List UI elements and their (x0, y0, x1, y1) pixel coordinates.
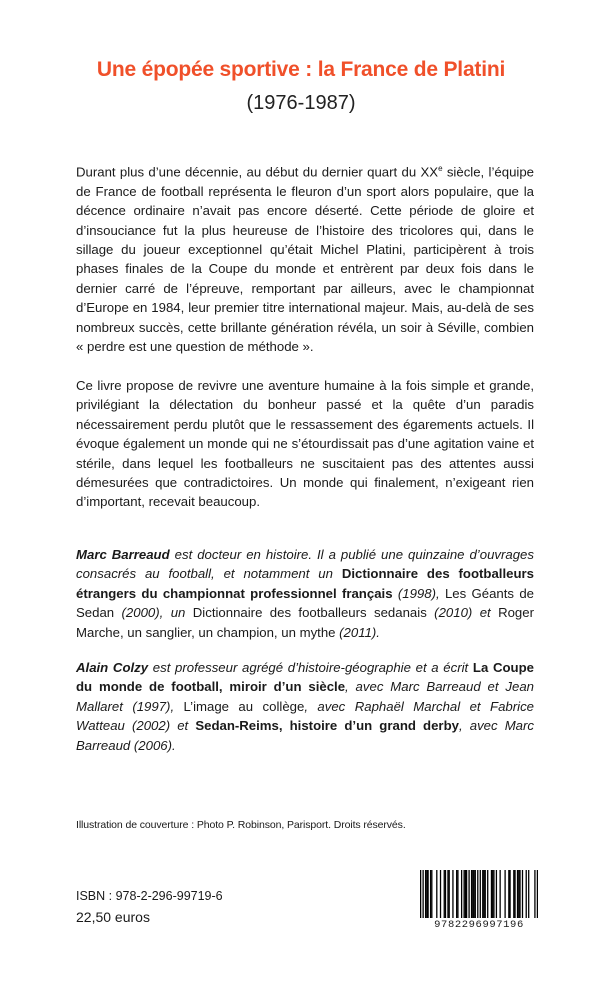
bio-text: , avec Raphaël Marchal et Fabrice Watteau (2002) et (76, 698, 534, 734)
barcode-bar (492, 870, 493, 918)
barcode-bar (457, 870, 458, 918)
barcode-bar (513, 870, 514, 918)
isbn: ISBN : 978-2-296-99719-6 (76, 889, 223, 903)
barcode-bar (493, 870, 494, 918)
barcode (420, 870, 538, 934)
bio-text: est professeur agrégé d’histoire-géographie et a écrit (148, 660, 473, 675)
superscript: e (438, 164, 443, 173)
barcode-bar (475, 870, 476, 918)
barcode-bar (440, 870, 441, 918)
barcode-bar (430, 870, 431, 918)
barcode-bar (449, 870, 450, 918)
barcode-bar (517, 870, 518, 918)
barcode-bar (425, 870, 426, 918)
barcode-bar (477, 870, 478, 918)
barcode-bar (473, 870, 474, 918)
barcode-bars (420, 870, 538, 918)
bio-text: (2010) et (426, 605, 499, 621)
barcode-bar (534, 870, 535, 918)
barcode-bar (431, 870, 432, 918)
barcode-bar (468, 870, 469, 918)
barcode-bar (461, 870, 462, 918)
barcode-bar (537, 870, 538, 918)
barcode-bar (463, 870, 464, 918)
barcode-bar (422, 870, 423, 918)
author-name: Alain Colzy (76, 660, 149, 675)
barcode-bar (491, 870, 492, 918)
barcode-bar (445, 870, 446, 918)
book-reference: Les Géants de Sedan (76, 585, 534, 621)
barcode-bar (504, 870, 505, 918)
barcode-bar (472, 870, 473, 918)
barcode-bar (427, 870, 428, 918)
description-text: siècle, l’équipe de France de football représenta le fleuron d’un sport alors populaire, que la décence ordinaire n’avait pas encore déserté. Cette période de gloire et d’insouciance fut la plus heureuse de l’histoire des tricolores qui, dans le sillage du joueur exceptionnel qu’était Michel Platini, participèrent à trois phases finales de la Coupe du monde et entrèrent par deux fois dans le dernier carré de l’épreuve, remportant par ailleurs, avec le championnat d’Europe en 1984, leur premier titre international majeur. Mais, au-delà de ses nombreux succès, cette brillante génération révéla, un soir à Séville, combien « perdre est une question de méthode ». (76, 164, 534, 355)
bio-text: (2000), un (114, 605, 193, 621)
barcode-bar (487, 870, 488, 918)
barcode-bar (480, 870, 481, 918)
book-reference: L’image au collège (183, 698, 305, 714)
barcode-bar (485, 870, 486, 918)
barcode-bar (471, 870, 472, 918)
author-bio-2 (76, 658, 534, 755)
barcode-bar (519, 870, 520, 918)
bio-text: est docteur en histoire. Il a publié une quinzaine d’ouvrages consacrés au football, et notamment un (76, 547, 534, 582)
barcode-bar (514, 870, 515, 918)
book-period: (1976-1987) (246, 92, 356, 114)
book-reference: Roger Marche, un sanglier, un champion, un mythe (76, 605, 534, 640)
description-paragraph-1 (76, 159, 534, 356)
barcode-bar (420, 870, 421, 918)
barcode-bar (499, 870, 500, 918)
barcode-bar (436, 870, 437, 918)
book-reference: Dictionnaire des footballeurs sedanais (192, 605, 427, 621)
book-reference: La Coupe du monde de football, miroir d’un siècle (76, 660, 534, 695)
barcode-digits: 9782296997196 (434, 919, 524, 931)
bio-text: , avec Marc Barreaud (2006). (76, 718, 535, 753)
cover-credit: Illustration de couverture : Photo P. Robinson, Parisport. Droits réservés. (76, 819, 406, 831)
bio-text: (2011). (335, 624, 380, 640)
bio-text: , avec Marc Barreaud et Jean Mallaret (1997), (76, 679, 534, 714)
author-bio-1 (76, 545, 534, 642)
price: 22,50 euros (76, 909, 150, 925)
barcode-bar (496, 870, 497, 918)
barcode-bar (482, 870, 483, 918)
barcode-bar (456, 870, 457, 918)
barcode-bar (528, 870, 529, 918)
bio-text: (1998), (392, 585, 445, 601)
barcode-bar (522, 870, 523, 918)
barcode-bar (447, 870, 448, 918)
barcode-bar (483, 870, 484, 918)
barcode-bar (526, 870, 527, 918)
barcode-bar (466, 870, 467, 918)
barcode-bar (444, 870, 445, 918)
book-reference: Sedan-Reims, histoire d’un grand derby (195, 718, 459, 734)
barcode-bar (465, 870, 466, 918)
barcode-bar (518, 870, 519, 918)
barcode-bar (509, 870, 510, 918)
book-title: Une épopée sportive : la France de Platini (96, 58, 506, 81)
barcode-bar (508, 870, 509, 918)
author-name: Marc Barreaud (76, 547, 170, 562)
book-reference: Dictionnaire des footballeurs étrangers du championnat professionnel français (76, 566, 534, 601)
description-text: Durant plus d’une décennie, au début du dernier quart du XX (76, 164, 439, 180)
description-text: Ce livre propose de revivre une aventure humaine à la fois simple et grande, privilégiant la délectation du bonheur passé et la quête d’un paradis nécessairement perdu plutôt que le ressassement des égarements actuels. Il évoque également un monde qui ne s’étourdissait pas d’une agitation vaine et stérile, dans lequel les footballeurs ne suscitaient pas des attentes aussi démesurées que contradictoires. Un monde qui finalement, n’exigeant rien d’important, recevait beaucoup. (76, 378, 534, 510)
description-paragraph-2 (76, 376, 534, 512)
barcode-bar (426, 870, 427, 918)
barcode-bar (452, 870, 453, 918)
